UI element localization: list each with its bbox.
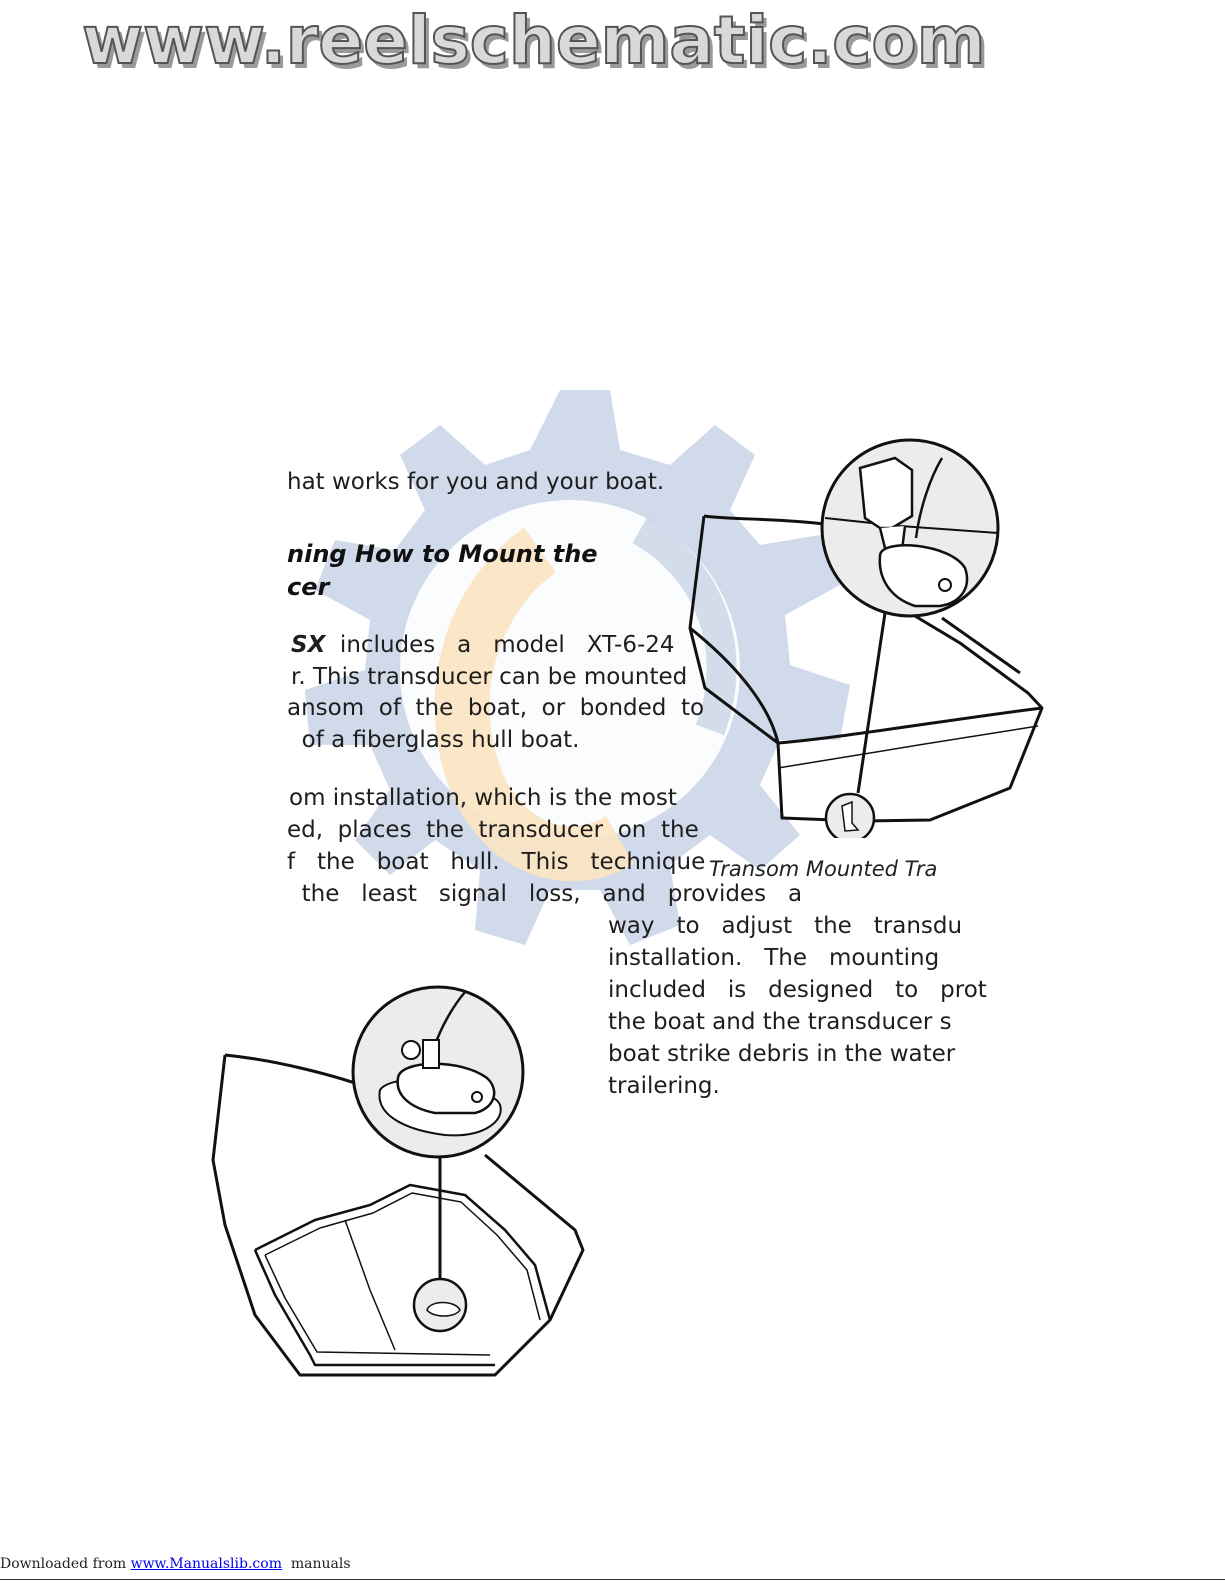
in-hull-zoom-circle bbox=[353, 987, 523, 1157]
in-hull-mount-illustration bbox=[205, 980, 590, 1380]
paragraph-2-line-4: the least signal loss, and provides a bbox=[287, 881, 803, 907]
transom-figure-caption: Transom Mounted Tra bbox=[709, 857, 938, 881]
paragraph-3-line-1: way to adjust the transdu bbox=[608, 913, 963, 939]
paragraph-2-line-2: ed, places the transducer on the bbox=[287, 817, 699, 843]
footer-divider bbox=[0, 1579, 1225, 1580]
section-heading-line-1: ning How to Mount the bbox=[287, 540, 598, 568]
paragraph-3-line-3: included is designed to prot bbox=[608, 977, 987, 1003]
model-name: SX bbox=[291, 632, 326, 658]
intro-text: hat works for you and your boat. bbox=[287, 469, 665, 495]
footer-suffix: manuals bbox=[281, 1556, 351, 1572]
paragraph-1-line-3: ansom of the boat, or bonded to bbox=[287, 695, 705, 721]
paragraph-1-line-1-rest: includes a model XT-6-24 bbox=[325, 632, 675, 658]
paragraph-3-line-4: the boat and the transducer s bbox=[608, 1009, 952, 1035]
transom-zoom-circle bbox=[822, 440, 998, 616]
manualslib-link[interactable]: www.Manualslib.com bbox=[130, 1556, 282, 1572]
paragraph-3-line-2: installation. The mounting bbox=[608, 945, 940, 971]
site-logo: www.reelschematic.com bbox=[82, 2, 986, 79]
download-footer bbox=[0, 1556, 1225, 1580]
paragraph-1-line-4: of a fiberglass hull boat. bbox=[287, 727, 580, 753]
paragraph-2-line-3: f the boat hull. This technique bbox=[287, 849, 706, 875]
section-heading-line-2: cer bbox=[287, 573, 330, 601]
transducer-location-marker bbox=[826, 794, 874, 838]
paragraph-3-line-5: boat strike debris in the water bbox=[608, 1041, 956, 1067]
paragraph-2-line-1: om installation, which is the most bbox=[289, 785, 677, 811]
paragraph-1-line-2: r. This transducer can be mounted bbox=[291, 664, 688, 690]
paragraph-3-line-6: trailering. bbox=[608, 1073, 720, 1099]
paragraph-1-line-1 bbox=[291, 629, 675, 661]
transducer-location-marker bbox=[414, 1279, 466, 1331]
footer-prefix: Downloaded from bbox=[0, 1556, 131, 1572]
transom-mount-illustration bbox=[680, 438, 1052, 838]
